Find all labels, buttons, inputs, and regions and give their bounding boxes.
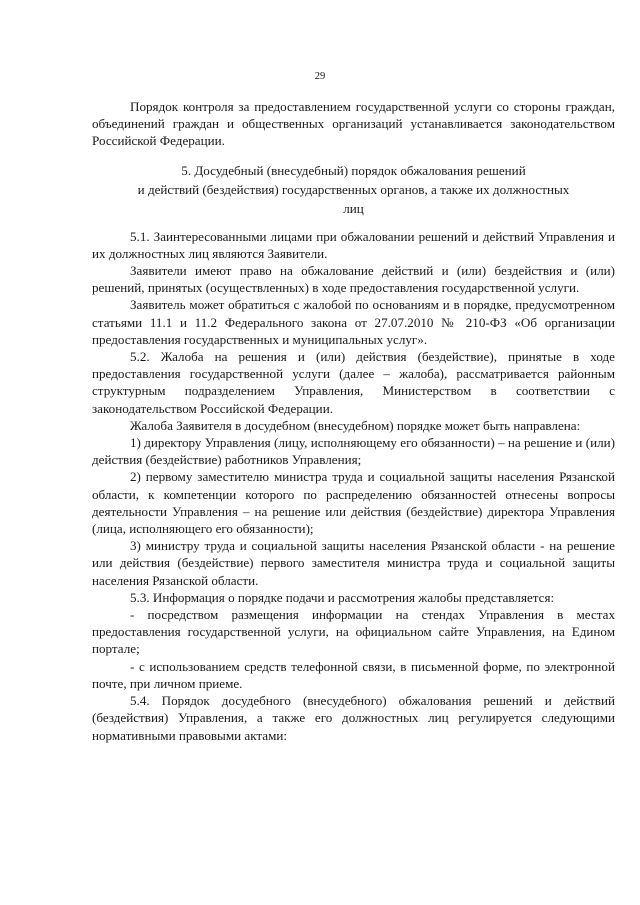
paragraph-legal-basis: Заявитель может обратиться с жалобой по основаниям и в порядке, предусмотренном статьями 11.1 и 11.2 Федерального закона от 27.07.2010 № 210-ФЗ «Об организации предоставления государственных и муниципальных услуг». <box>92 297 615 347</box>
paragraph-5-2: 5.2. Жалоба на решения и (или) действия (бездействие), принятые в ходе предоставления государственной услуги (далее – жалоба), рассматривается районным структурным подразделением Управления, Министерством в соответствии с законодательством Российской Федерации. <box>92 349 615 416</box>
list-item-2: 2) первому заместителю министра труда и социальной защиты населения Рязанской области, к компетенции которого по распределению обязанностей отнесены вопросы деятельности Управления – на решение или действия (бездействие) директора Управления (лица, исполняющего его обязанности); <box>92 469 615 537</box>
list-item-1: 1) директору Управления (лицу, исполняющему его обязанности) – на решение и (или) действия (бездействие) работников Управления; <box>92 435 615 468</box>
intro-paragraph: Порядок контроля за предоставлением государственной услуги со стороны граждан, объединений граждан и общественных организаций устанавливается законодательством Российской Федерации. <box>92 99 615 149</box>
list-item-stands: - посредством размещения информации на стендах Управления в местах предоставления государственной услуги, на официальном сайте Управления, на Едином портале; <box>92 607 615 657</box>
list-item-3: 3) министру труда и социальной защиты населения Рязанской области - на решение или действия (бездействие) первого заместителя министра труда и социальной защиты населения Рязанской области. <box>92 538 615 588</box>
paragraph-appeal-right: Заявители имеют право на обжалование действий и (или) бездействия и (или) решений, принятых (осуществленных) в ходе предоставления государственной услуги. <box>92 263 615 296</box>
section-heading-line-3: лиц <box>343 200 364 216</box>
paragraph-5-4: 5.4. Порядок досудебного (внесудебного) обжалования решений и действий (бездействия) Управления, а также его должностных лиц регулируется следующими нормативными правовыми актами: <box>92 693 615 743</box>
section-heading-line-1: 5. Досудебный (внесудебный) порядок обжалования решений <box>181 162 526 178</box>
section-heading-line-2: и действий (бездействия) государственных органов, а также их должностных <box>137 181 570 197</box>
list-item-phone-mail: - с использованием средств телефонной связи, в письменной форме, по электронной почте, при личном приеме. <box>92 658 615 691</box>
paragraph-5-3: 5.3. Информация о порядке подачи и рассмотрения жалобы представляется: <box>130 589 555 605</box>
page-number: 29 <box>314 71 326 82</box>
paragraph-5-1: 5.1. Заинтересованными лицами при обжаловании решений и действий Управления и их должностных лиц являются Заявители. <box>92 228 615 261</box>
section-heading <box>92 161 615 218</box>
document-body <box>92 98 615 744</box>
paragraph-complaint-directed: Жалоба Заявителя в досудебном (внесудебном) порядке может быть направлена: <box>130 417 581 433</box>
